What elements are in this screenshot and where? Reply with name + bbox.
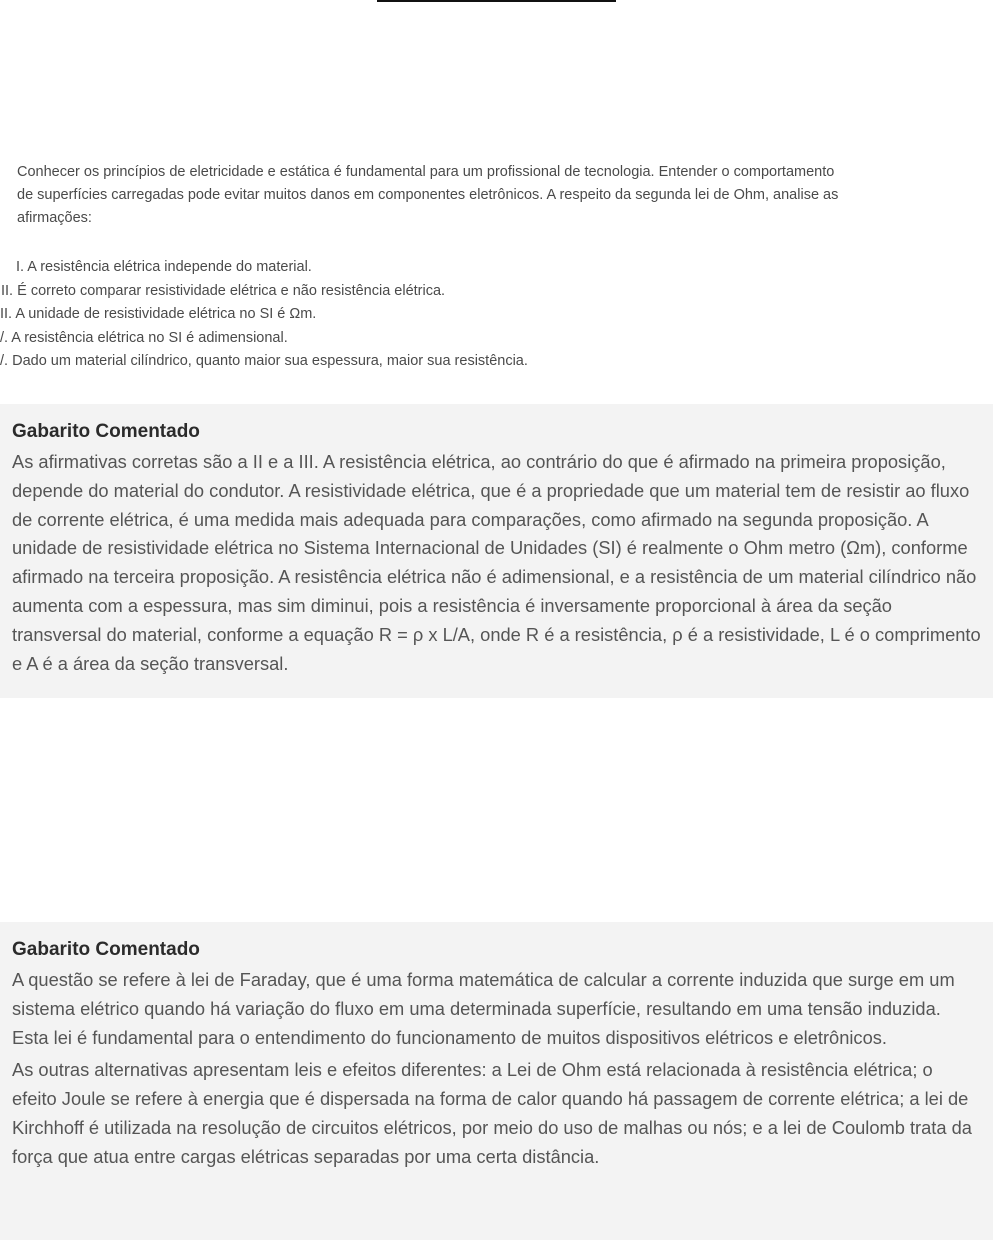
statement-text: É correto comparar resistividade elétrica e não resistência elétrica. (13, 282, 446, 299)
statement-item (0, 303, 900, 327)
statement-list (0, 256, 900, 374)
statement-text: A unidade de resistividade elétrica no SI é Ωm. (12, 306, 317, 322)
top-divider (377, 0, 616, 2)
answer-title: Gabarito Comentado (12, 939, 200, 960)
question-text: Conhecer os princípios de eletricidade e estática é fundamental para um profissional de tecnologia. Entender o comportamento de superfícies carregadas pode evitar muitos danos em componentes eletrônicos. A respeito da segunda lei de Ohm, analise as afirmações: (17, 164, 839, 226)
statement-text: A resistência elétrica no SI é adimensional. (8, 329, 288, 346)
question-prompt (17, 161, 847, 230)
statement-number: /. (0, 329, 9, 346)
statement-text: A resistência elétrica independe do material. (24, 259, 312, 275)
answer-commentary-box (0, 922, 993, 1240)
statement-number: I. (16, 259, 25, 275)
answer-title: Gabarito Comentado (12, 421, 200, 442)
statement-number: II. (1, 282, 14, 299)
statement-item (0, 327, 900, 351)
answer-paragraph: A questão se refere à lei de Faraday, que é uma forma matemática de calcular a corrente induzida que surge em um sistema elétrico quando há variação do fluxo em uma determinada superfície, resultando em uma tensão induzida. Esta lei é fundamental para o entendimento do funcionamento de muitos dispositivos elétricos e eletrônicos. (12, 969, 955, 1048)
statement-item (0, 280, 900, 304)
statement-number: II. (0, 306, 13, 322)
answer-commentary-box (0, 404, 993, 698)
statement-item (0, 350, 900, 374)
answer-paragraph: As outras alternativas apresentam leis e efeitos diferentes: a Lei de Ohm está relacionada à resistência elétrica; o efeito Joule se refere à energia que é dispersada na forma de calor quando há passagem de corrente elétrica; a lei de Kirchhoff é utilizada na resolução de circuitos elétricos, por meio do uso de malhas ou nós; e a lei de Coulomb trata da força que atua entre cargas elétricas separadas por uma certa distância. (12, 1059, 972, 1167)
statement-number: /. (0, 353, 9, 369)
answer-paragraph: As afirmativas corretas são a II e a III. A resistência elétrica, ao contrário do que é afirmado na primeira proposição, depende do material do condutor. A resistividade elétrica, que é a propriedade que um material tem de resistir ao fluxo de corrente elétrica, é uma medida mais adequada para comparações, como afirmado na segunda proposição. A unidade de resistividade elétrica no Sistema Internacional de Unidades (SI) é realmente o Ohm metro (Ωm), conforme afirmado na terceira proposição. A resistência elétrica não é adimensional, e a resistência de um material cilíndrico não aumenta com a espessura, mas sim diminui, pois a resistência é inversamente proporcional à área da seção transversal do material, conforme a equação R = ρ x L/A, onde R é a resistência, ρ é a resistividade, L é o comprimento e A é a área da seção transversal. (12, 451, 981, 674)
statement-item (0, 256, 900, 280)
statement-text: Dado um material cilíndrico, quanto maior sua espessura, maior sua resistência. (8, 353, 528, 369)
